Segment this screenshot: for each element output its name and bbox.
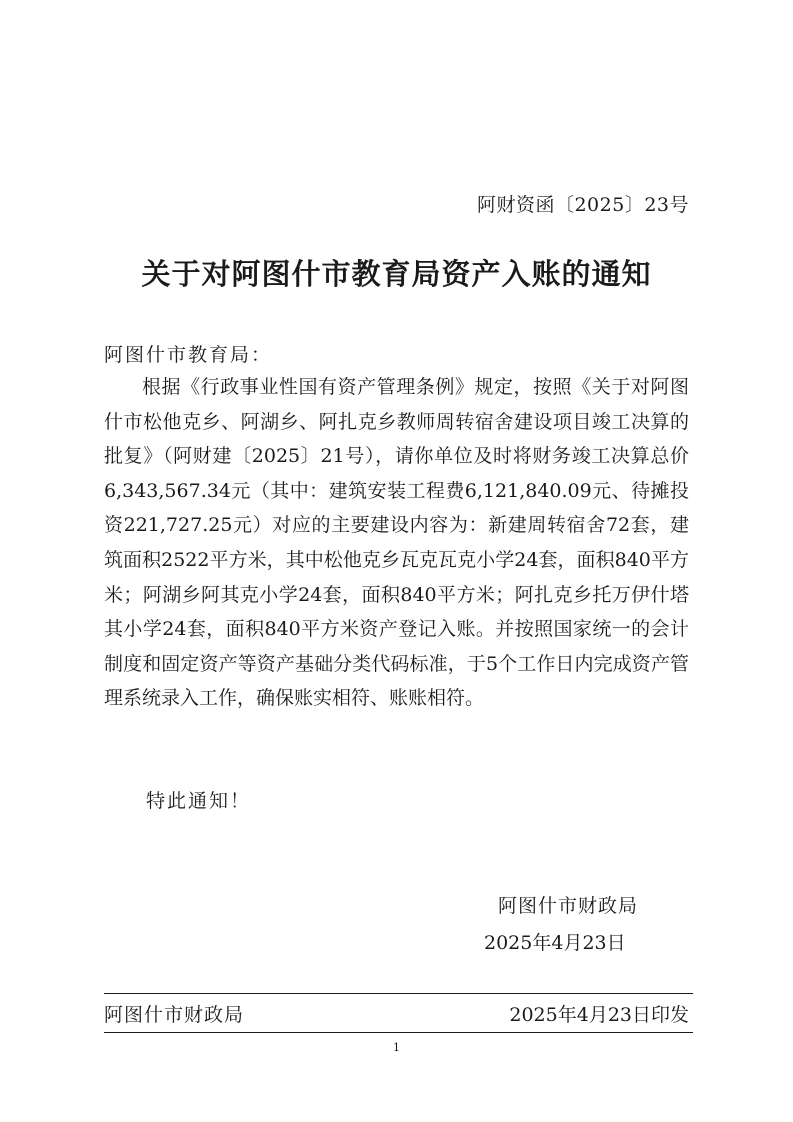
page-number: 1 [393,1041,400,1054]
footer-org: 阿图什市财政局 [104,1004,245,1026]
body-paragraph: 根据《行政事业性国有资产管理条例》规定，按照《关于对阿图什市松他克乡、阿湖乡、阿扎克乡教师周转宿舍建设项目竣工决算的批复》（阿财建〔2025〕21号），请你单位及时将财务竣工决算总价6,343,567.34元（其中：建筑安装工程费6,121,840.09元、待摊投资221,727.25元）对应的主要建设内容为：新建周转宿舍72套，建筑面积2522平方米，其中松他克乡瓦克瓦克小学24套，面积840平方米；阿湖乡阿其克小学24套，面积840平方米；阿扎克乡托万伊什塔其小学24套，面积840平方米资产登记入账。并按照国家统一的会计制度和固定资产等资产基础分类代码标准，于5个工作日内完成资产管理系统录入工作，确保账实相符、账账相符。 [104,376,689,710]
footer-bottom-rule [104,1032,693,1033]
signature-org: 阿图什市财政局 [498,895,639,917]
document-number: 阿财资函〔2025〕23号 [476,194,689,216]
footer-issue-date: 2025年4月23日印发 [509,1004,689,1026]
document-title: 关于对阿图什市教育局资产入账的通知 [141,257,652,291]
footer-top-rule [104,993,693,994]
signature-date: 2025年4月23日 [484,932,626,954]
closing-remark: 特此通知！ [146,790,252,812]
salutation: 阿图什市教育局： [104,344,273,366]
